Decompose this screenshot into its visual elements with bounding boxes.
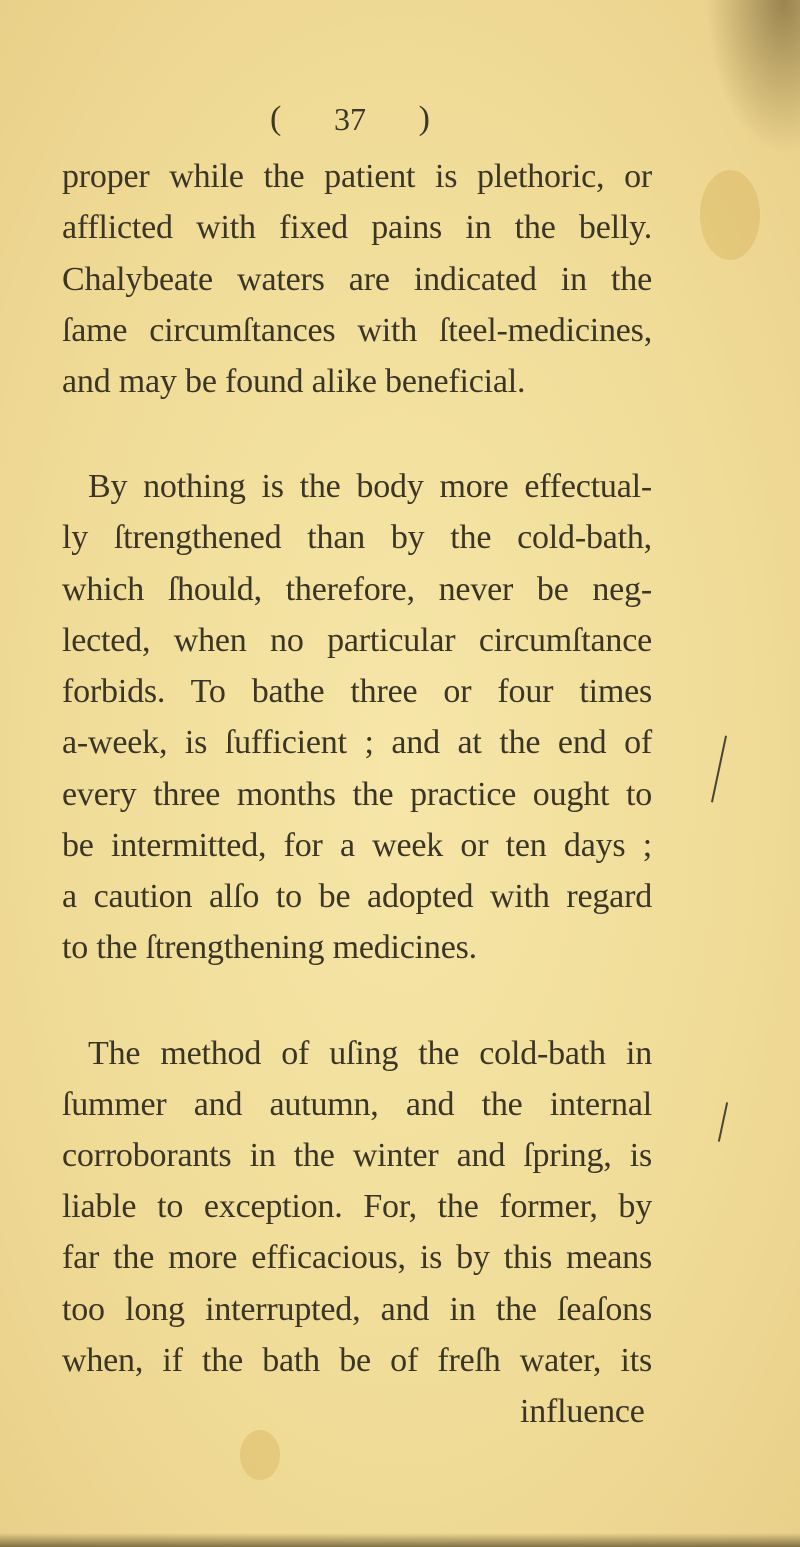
page-bottom-edge xyxy=(0,1533,800,1547)
text-line: every three months the practice ought to xyxy=(62,776,652,813)
text-line: to the ſtrengthening medicines. xyxy=(62,929,477,966)
text-line: forbids. To bathe three or four times xyxy=(62,673,652,710)
text-line: The method of uſing the cold-bath in xyxy=(88,1035,652,1072)
text-line: too long interrupted, and in the ſeaſons xyxy=(62,1291,652,1328)
text-line: far the more efficacious, is by this means xyxy=(62,1239,652,1276)
catchword: influence xyxy=(520,1393,645,1430)
pencil-margin-mark xyxy=(718,1102,728,1142)
text-line: Chalybeate waters are indicated in the xyxy=(62,261,652,298)
text-line: which ſhould, therefore, never be neg- xyxy=(62,571,652,608)
text-line: be intermitted, for a week or ten days ; xyxy=(62,827,652,864)
text-line: and may be found alike beneficial. xyxy=(62,363,526,400)
text-line: a caution alſo to be adopted with regard xyxy=(62,878,652,915)
page-number-value: 37 xyxy=(334,100,366,137)
text-line: ly ſtrengthened than by the cold-bath, xyxy=(62,519,652,556)
paper-stain xyxy=(700,170,760,260)
pencil-margin-mark xyxy=(711,736,727,803)
text-line: a-week, is ſufficient ; and at the end of xyxy=(62,724,652,761)
page-number-close-paren: ) xyxy=(418,100,430,137)
text-line: afflicted with fixed pains in the belly. xyxy=(62,209,652,246)
text-line: corroborants in the winter and ſpring, is xyxy=(62,1137,652,1174)
text-line: liable to exception. For, the former, by xyxy=(62,1188,652,1225)
text-line: proper while the patient is plethoric, or xyxy=(62,158,652,195)
text-line: ſame circumſtances with ſteel-medicines, xyxy=(62,312,652,349)
paper-stain xyxy=(240,1430,280,1480)
text-line: By nothing is the body more effectual- xyxy=(88,468,652,505)
text-line: when, if the bath be of freſh water, its xyxy=(62,1342,652,1379)
page-number-open-paren: ( xyxy=(270,100,282,137)
text-line: lected, when no particular circumſtance xyxy=(62,622,652,659)
text-line: ſummer and autumn, and the internal xyxy=(62,1086,652,1123)
page-number xyxy=(270,100,430,138)
